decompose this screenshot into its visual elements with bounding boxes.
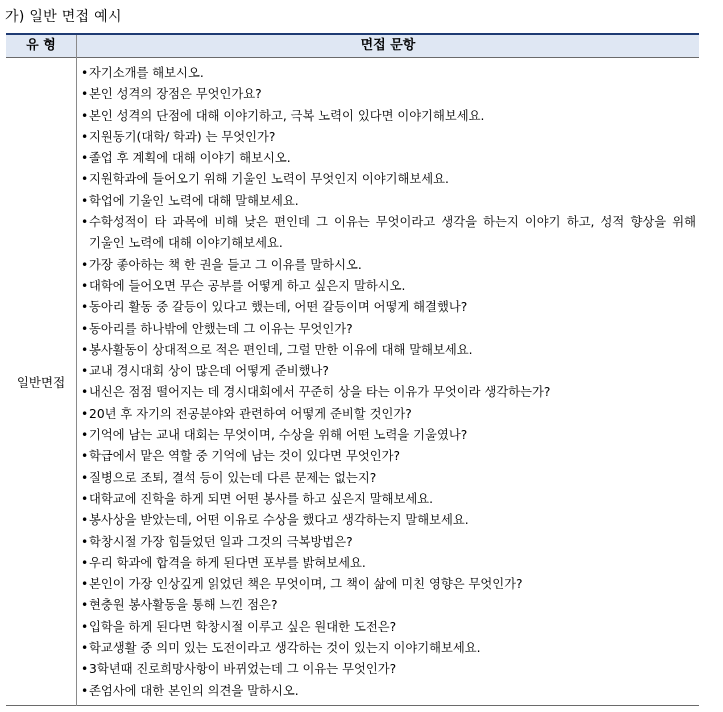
header-type: 유 형	[26, 38, 56, 53]
question-item: • 수학성적이 타 과목에 비해 낮은 편인데 그 이유는 무엇이라고 생각을 하는지 이야기 하고, 성적 향상을 위해 기울인 노력에 대해 이야기해보세요.	[81, 212, 696, 255]
question-item: • 3학년때 진로희망사항이 바뀌었는데 그 이유는 무엇인가?	[81, 659, 696, 680]
question-list	[81, 63, 696, 702]
question-item: • 교내 경시대회 상이 많은데 어떻게 준비했나?	[81, 361, 696, 382]
section-title: 가) 일반 면접 예시	[5, 9, 122, 25]
question-item: • 봉사상을 받았는데, 어떤 이유로 수상을 했다고 생각하는지 말해보세요.	[81, 510, 696, 531]
question-item: • 동아리 활동 중 갈등이 있다고 했는데, 어떤 갈등이며 어떻게 해결했나?	[81, 297, 696, 318]
question-item: • 내신은 점점 떨어지는 데 경시대회에서 꾸준히 상을 타는 이유가 무엇이라 생각하는가?	[81, 382, 696, 403]
question-item: • 가장 좋아하는 책 한 권을 들고 그 이유를 말하시오.	[81, 255, 696, 276]
header-questions: 면접 문항	[360, 38, 416, 53]
table-header-row	[6, 35, 699, 58]
question-item: • 대학에 들어오면 무슨 공부를 어떻게 하고 싶은지 말하시오.	[81, 276, 696, 297]
question-item: • 20년 후 자기의 전공분야와 관련하여 어떻게 준비할 것인가?	[81, 404, 696, 425]
question-item: • 대학교에 진학을 하게 되면 어떤 봉사를 하고 싶은지 말해보세요.	[81, 489, 696, 510]
interview-question-table	[6, 33, 699, 706]
question-item: • 본인이 가장 인상깊게 읽었던 책은 무엇이며, 그 책이 삶에 미친 영향은 무엇인가?	[81, 574, 696, 595]
column-divider	[76, 35, 77, 706]
question-item: • 질병으로 조퇴, 결석 등이 있는데 다른 문제는 없는지?	[81, 468, 696, 489]
question-item: • 졸업 후 계획에 대해 이야기 해보시오.	[81, 148, 696, 169]
question-item: • 존엄사에 대한 본인의 의견을 말하시오.	[81, 681, 696, 702]
question-item: • 학급에서 맡은 역할 중 기억에 남는 것이 있다면 무엇인가?	[81, 446, 696, 467]
question-item: • 기억에 남는 교내 대회는 무엇이며, 수상을 위해 어떤 노력을 기울였나?	[81, 425, 696, 446]
question-item: • 본인 성격의 장점은 무엇인가요?	[81, 84, 696, 105]
question-item: • 봉사활동이 상대적으로 적은 편인데, 그럴 만한 이유에 대해 말해보세요.	[81, 340, 696, 361]
question-item: • 자기소개를 해보시오.	[81, 63, 696, 84]
question-item: • 지원동기(대학/ 학과) 는 무엇인가?	[81, 127, 696, 148]
question-item: • 입학을 하게 된다면 학창시절 이루고 싶은 원대한 도전은?	[81, 617, 696, 638]
question-item: • 본인 성격의 단점에 대해 이야기하고, 극복 노력이 있다면 이야기해보세요.	[81, 106, 696, 127]
question-item: • 우리 학과에 합격을 하게 된다면 포부를 밝혀보세요.	[81, 553, 696, 574]
category-cell: 일반면접	[16, 375, 66, 390]
question-item: • 학창시절 가장 힘들었던 일과 그것의 극복방법은?	[81, 532, 696, 553]
question-item: • 현충원 봉사활동을 통해 느낀 점은?	[81, 595, 696, 616]
question-item: • 학업에 기울인 노력에 대해 말해보세요.	[81, 191, 696, 212]
question-item: • 지원학과에 들어오기 위해 기울인 노력이 무엇인지 이야기해보세요.	[81, 169, 696, 190]
question-item: • 학교생활 중 의미 있는 도전이라고 생각하는 것이 있는지 이야기해보세요.	[81, 638, 696, 659]
question-item: • 동아리를 하나밖에 안했는데 그 이유는 무엇인가?	[81, 319, 696, 340]
